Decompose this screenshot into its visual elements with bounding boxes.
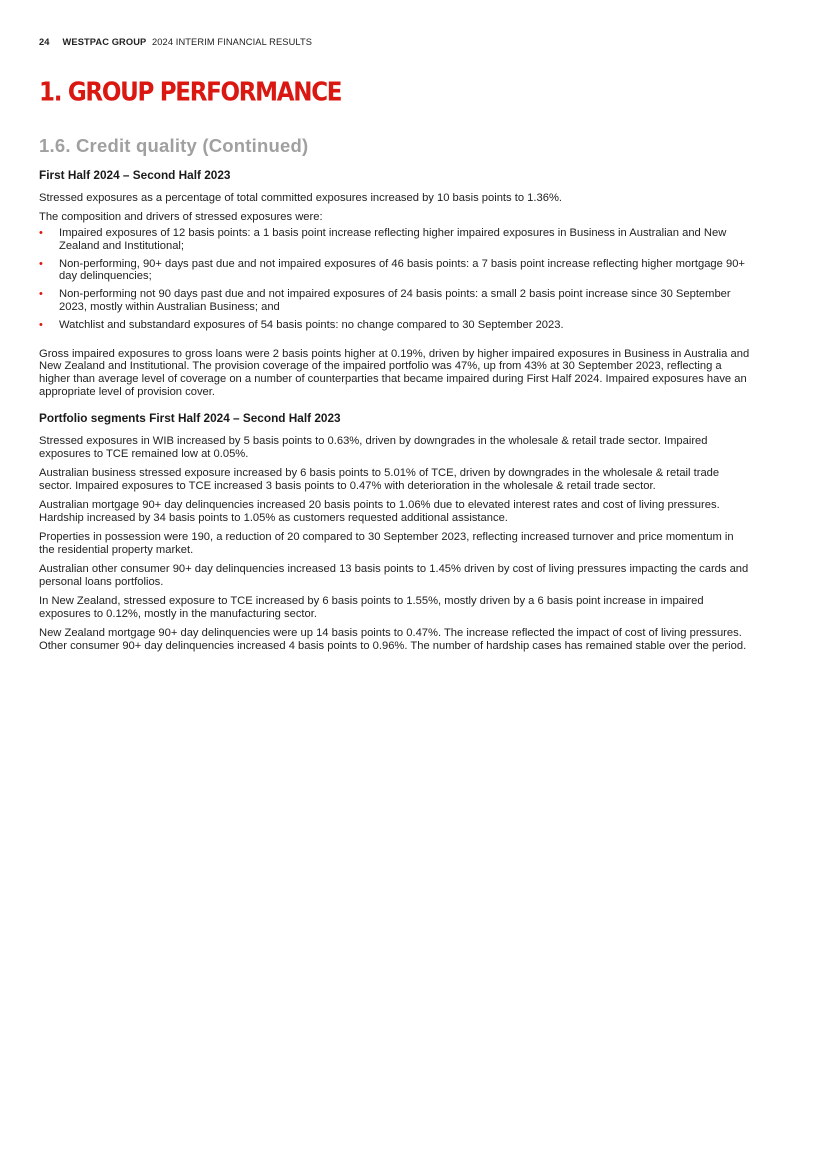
report-title: 2024 INTERIM FINANCIAL RESULTS	[152, 37, 313, 47]
body-content	[39, 168, 751, 660]
paragraph: Gross impaired exposures to gross loans were 2 basis points higher at 0.19%, driven by higher impaired exposures in Business in Australia and New Zealand and Institutional. The provision coverage of the impaired portfolio was 47%, up from 43% at 30 September 2023, reflecting a higher than average level of coverage on a number of counterparties that became impaired during First Half 2024. Impaired exposures have an appropriate level of provision cover.	[39, 347, 750, 399]
paragraph: New Zealand mortgage 90+ day delinquencies were up 14 basis points to 0.47%. The increase reflected the impact of cost of living pressures. Other consumer 90+ day delinquencies increased 4 basis points to 0.96%. The number of hardship cases has remained stable over the period.	[39, 627, 747, 653]
paragraph: Stressed exposures as a percentage of total committed exposures increased by 10 basis points to 1.36%.	[39, 192, 562, 204]
section-title: 1. GROUP PERFORMANCE	[39, 78, 342, 108]
running-header	[39, 37, 312, 47]
heading-portfolio-segments: Portfolio segments First Half 2024 – Second Half 2023	[39, 410, 341, 425]
paragraph: Australian business stressed exposure increased by 6 basis points to 5.01% of TCE, driven by downgrades in the wholesale & retail trade sector. Impaired exposures to TCE increased 3 basis points to 0.47% with deterioration in the wholesale & retail trade sector.	[39, 466, 720, 492]
bullet-icon: •	[39, 257, 43, 270]
list-item: • Impaired exposures of 12 basis points: a 1 basis point increase reflecting higher impaired exposures in Business in Australian and New Zealand and Institutional;	[39, 227, 727, 252]
brand-name: WESTPAC GROUP	[62, 37, 147, 47]
bullet-icon: •	[39, 318, 43, 331]
paragraph: Australian other consumer 90+ day delinquencies increased 13 basis points to 1.45% driven by cost of living pressures impacting the cards and personal loans portfolios.	[39, 563, 749, 589]
paragraph: The composition and drivers of stressed exposures were:	[39, 211, 323, 224]
heading-first-half: First Half 2024 – Second Half 2023	[39, 168, 231, 182]
bullet-list	[39, 227, 751, 332]
list-item: • Non-performing, 90+ days past due and not impaired exposures of 46 basis points: a 7 basis point increase reflecting higher mortgage 90+ day delinquencies;	[39, 257, 745, 283]
paragraph: Australian mortgage 90+ day delinquencies increased 20 basis points to 1.06% due to elevated interest rates and cost of living pressures. Hardship increased by 34 basis points to 1.05% as customers requested additional assistance.	[39, 499, 720, 524]
bullet-icon: •	[39, 288, 43, 301]
paragraph: Properties in possession were 190, a reduction of 20 compared to 30 September 2023, reflecting increased turnover and price momentum in the residential property market.	[39, 531, 734, 556]
subsection-title: 1.6. Credit quality (Continued)	[39, 135, 309, 156]
paragraph: Stressed exposures in WIB increased by 5 basis points to 0.63%, driven by downgrades in the wholesale & retail trade sector. Impaired exposures to TCE remained low at 0.05%.	[39, 434, 708, 460]
list-item: • Watchlist and substandard exposures of 54 basis points: no change compared to 30 September 2023.	[39, 318, 564, 331]
list-item: • Non-performing not 90 days past due and not impaired exposures of 24 basis points: a small 2 basis point increase since 30 September 2023, mostly within Australian Business; and	[39, 288, 731, 314]
paragraph: In New Zealand, stressed exposure to TCE increased by 6 basis points to 1.55%, mostly driven by a 6 basis point increase in impaired exposures to 0.12%, mostly in the manufacturing sector.	[39, 595, 704, 621]
bullet-icon: •	[39, 227, 43, 240]
page-number: 24	[39, 37, 50, 47]
